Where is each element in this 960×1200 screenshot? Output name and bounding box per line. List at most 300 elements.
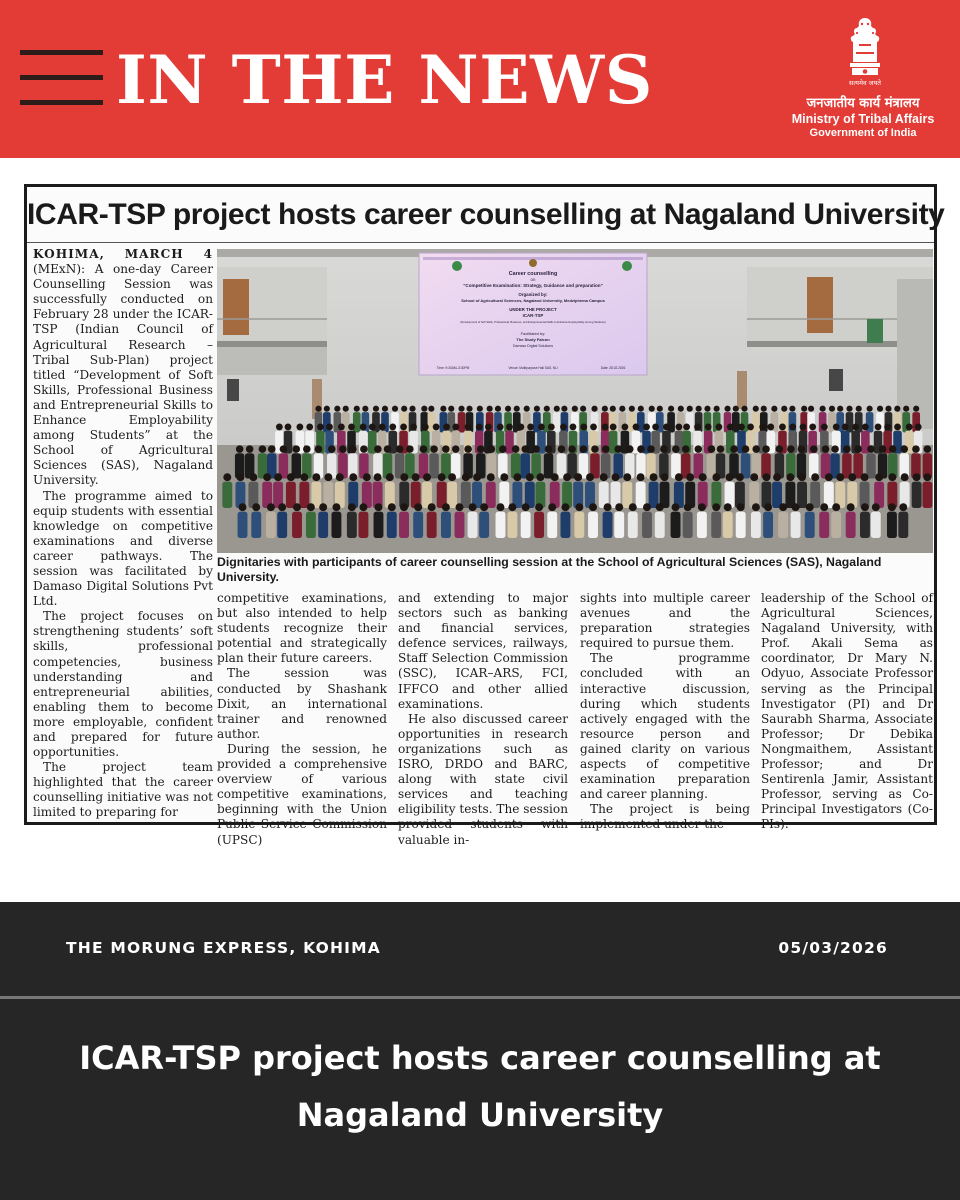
participant-head (912, 445, 920, 453)
participant-head (899, 503, 907, 511)
participant-figure (251, 512, 261, 538)
participant-figure (238, 512, 248, 538)
participant-head (306, 423, 313, 430)
participant-head (752, 503, 760, 511)
source-date: 05/03/2026 (778, 939, 888, 957)
participant-head (708, 445, 716, 453)
participant-figure (560, 512, 570, 538)
participant-head (724, 406, 730, 412)
article-column-2 (217, 591, 387, 847)
participant-head (913, 473, 921, 481)
participant-head (643, 503, 651, 511)
participant-head (575, 503, 583, 511)
participant-figure (458, 412, 466, 432)
participant-figure (413, 512, 423, 538)
participant-head (621, 423, 628, 430)
participant-head (781, 406, 787, 412)
participant-head (526, 473, 534, 481)
participant-head (319, 503, 327, 511)
participant-head (452, 445, 460, 453)
participant-head (420, 445, 428, 453)
participant-head (879, 445, 887, 453)
participant-figure (521, 512, 531, 538)
participant-figure (429, 453, 438, 478)
participant-figure (772, 482, 782, 508)
participant-figure (286, 482, 296, 508)
participant-head (861, 473, 869, 481)
participant-figure (534, 512, 544, 538)
participant-head (438, 473, 446, 481)
participant-figure (752, 412, 760, 432)
participant-head (612, 473, 620, 481)
participant-head (497, 423, 504, 430)
participant-figure (447, 482, 457, 508)
participant-head (363, 473, 371, 481)
participant-head (810, 445, 818, 453)
paragraph: sights into multiple career avenues and the preparation strategies required to pursue them. (580, 591, 750, 651)
participant-head (637, 445, 645, 453)
participant-head (554, 406, 560, 412)
participant-head (724, 503, 732, 511)
participant-head (820, 406, 826, 412)
summary-title: ICAR-TSP project hosts career counselling at Nagaland University (79, 1039, 881, 1134)
participant-head (682, 445, 690, 453)
participant-head (836, 473, 844, 481)
participant-head (396, 445, 404, 453)
participant-head (499, 445, 507, 453)
participant-head (443, 423, 450, 430)
participant-head (274, 473, 282, 481)
participant-head (833, 423, 840, 430)
participant-head (536, 473, 544, 481)
participant-head (829, 406, 835, 412)
participant-head (602, 423, 609, 430)
participant-head (505, 406, 511, 412)
participant-head (513, 473, 521, 481)
participant-figure (636, 482, 646, 508)
participant-head (875, 473, 883, 481)
participant-head (477, 406, 483, 412)
participant-head (741, 406, 747, 412)
dateline: KOHIMA, MARCH 4 (33, 247, 213, 261)
participant-figure (711, 512, 721, 538)
news-clipping (24, 184, 945, 847)
participant-head (867, 406, 873, 412)
participant-head (733, 406, 739, 412)
participant-head (563, 473, 571, 481)
participant-head (663, 423, 670, 430)
participant-head (923, 473, 931, 481)
participant-head (328, 445, 336, 453)
paragraph: He also discussed career opportunities in research organizations such as ISRO, DRDO and BARC, along with state civil services and teaching eligibility tests. The session provided students with valuable in- (398, 711, 568, 847)
participant-figure (697, 512, 707, 538)
participant-figure (723, 512, 733, 538)
government-label: Government of India (809, 127, 917, 139)
participant-head (591, 406, 597, 412)
participant-head (862, 423, 869, 430)
participant-head (401, 406, 407, 412)
participant-head (278, 503, 286, 511)
participant-figure (797, 482, 807, 508)
participant-head (267, 503, 275, 511)
participant-head (678, 406, 684, 412)
participant-head (388, 503, 396, 511)
participant-head (759, 423, 766, 430)
participant-head (548, 503, 556, 511)
participant-head (379, 423, 386, 430)
paragraph: The project team highlighted that the career counselling initiative was not limited to preparing for (33, 760, 213, 820)
participant-figure (683, 512, 693, 538)
paragraph: The project focuses on strengthening students’ soft skills, professional competencies, business understanding and entrepreneurial abilities, enabling them to become more employable, confident and prepared for future opportunities. (33, 609, 213, 760)
participant-head (374, 445, 382, 453)
participant-head (798, 445, 806, 453)
participant-head (668, 406, 674, 412)
participant-head (884, 423, 891, 430)
participant-head (591, 445, 599, 453)
participant-figure (222, 482, 232, 508)
participant-figure (751, 512, 761, 538)
participant-head (276, 423, 283, 430)
banner-facilitated-label: Facilitated by: (520, 331, 546, 336)
participant-head (296, 423, 303, 430)
source-name: THE MORUNG EXPRESS, KOHIMA (66, 939, 381, 957)
participant-figure (831, 512, 841, 538)
participant-head (686, 473, 694, 481)
participant-head (888, 503, 896, 511)
banner-venue: Venue: Multipurpose Hall SAS, NU (508, 366, 558, 370)
participant-head (877, 406, 883, 412)
participant-head (263, 473, 271, 481)
participant-head (338, 423, 345, 430)
participant-head (303, 445, 311, 453)
participant-head (462, 473, 470, 481)
participant-head (602, 406, 608, 412)
banner-project: ICAR-TSP (522, 313, 544, 318)
participant-head (610, 406, 616, 412)
participant-head (610, 423, 617, 430)
participant-head (544, 406, 550, 412)
participant-head (822, 445, 830, 453)
participant-head (847, 503, 855, 511)
participant-head (589, 503, 597, 511)
participant-figure (266, 512, 276, 538)
banner-under-label: UNDER THE PROJECT (509, 307, 557, 312)
participant-head (488, 445, 496, 453)
participant-figure (353, 412, 361, 432)
participant-head (487, 473, 495, 481)
participant-head (629, 406, 635, 412)
participant-head (614, 445, 622, 453)
participant-head (694, 423, 701, 430)
participant-head (500, 473, 508, 481)
participant-head (246, 445, 254, 453)
participant-head (698, 503, 706, 511)
participant-head (348, 503, 356, 511)
participant-head (762, 445, 770, 453)
participant-head (661, 473, 669, 481)
paragraph: competitive examinations, but also intended to help students recognize their potential and strategically plan their future careers. (217, 591, 387, 666)
participant-head (469, 503, 477, 511)
participant-head (906, 423, 913, 430)
banner-organizer: School of Agricultural Sciences, Nagaland University, Medziphema Campus (461, 298, 605, 303)
participant-head (560, 423, 567, 430)
participant-head (761, 406, 767, 412)
participant-head (349, 473, 357, 481)
participant-head (875, 423, 882, 430)
participant-head (736, 473, 744, 481)
participant-head (825, 473, 833, 481)
participant-head (809, 423, 816, 430)
participant-head (568, 445, 576, 453)
participant-head (428, 503, 436, 511)
participant-head (684, 503, 692, 511)
banner-topic: "Competitive Examination: Strategy, Guidance and preparation" (463, 283, 603, 288)
participant-figure (922, 482, 932, 508)
participant-head (465, 423, 472, 430)
participant-head (792, 503, 800, 511)
hamburger-menu-icon[interactable] (20, 50, 103, 108)
participant-head (473, 473, 481, 481)
participant-head (856, 406, 862, 412)
participant-head (808, 406, 814, 412)
participant-head (580, 406, 586, 412)
participant-head (428, 406, 434, 412)
participant-figure (614, 512, 624, 538)
participant-head (548, 423, 555, 430)
participant-head (656, 503, 664, 511)
participant-head (590, 423, 597, 430)
participant-head (223, 473, 231, 481)
participant-head (629, 503, 637, 511)
participant-head (532, 445, 540, 453)
participant-head (574, 473, 582, 481)
banner-organized-label: Organized by: (518, 292, 548, 297)
participant-head (580, 423, 587, 430)
participant-head (885, 406, 891, 412)
participant-head (626, 445, 634, 453)
participant-head (458, 406, 464, 412)
participant-figure (866, 453, 875, 478)
participant-head (236, 445, 244, 453)
participant-head (487, 406, 493, 412)
participant-head (696, 406, 702, 412)
participant-head (259, 445, 267, 453)
participant-head (831, 445, 839, 453)
participant-head (623, 473, 631, 481)
participant-head (375, 503, 383, 511)
participant-head (821, 423, 828, 430)
participant-figure (819, 512, 829, 538)
participant-figure (427, 512, 437, 538)
participant-head (800, 423, 807, 430)
participant-head (672, 445, 680, 453)
participant-head (586, 473, 594, 481)
participant-head (854, 445, 862, 453)
participant-head (506, 423, 513, 430)
participant-head (480, 503, 488, 511)
participant-head (300, 473, 308, 481)
participant-head (738, 423, 745, 430)
participant-head (753, 406, 759, 412)
participant-head (842, 423, 849, 430)
ministry-english: Ministry of Tribal Affairs (791, 112, 935, 126)
banner-date: Date: 28.02.2026 (600, 366, 626, 370)
participant-head (400, 473, 408, 481)
participant-head (268, 445, 276, 453)
paragraph: and extending to major sectors such as banking and financial services, defence services, railways, Staff Selection Commission (SSC), ICAR–ARS, FCI, IFFCO and other allied examinations. (398, 591, 568, 711)
participant-head (861, 503, 869, 511)
participant-head (442, 445, 450, 453)
participant-head (789, 406, 795, 412)
ministry-label (768, 96, 958, 140)
participant-figure (347, 512, 357, 538)
participant-head (572, 406, 578, 412)
participant-head (485, 423, 492, 430)
participant-figure (887, 512, 897, 538)
participant-head (280, 445, 288, 453)
participant-head (324, 406, 330, 412)
banner-project-title: (Development of Soft Skills, Professional, Business, and Entrepreneurial Skills to Enhance Employability among Students) (460, 321, 606, 324)
participant-head (848, 473, 856, 481)
participant-head (652, 423, 659, 430)
participant-head (789, 423, 796, 430)
paragraph: leadership of the School of Agricultural Sciences, Nagaland University, with Prof. Akali Sema as coordinator, Dr Mary N. Odyuo, Associate Professor serving as the Principal Investigator (PI) and Dr Saurabh Sharma, Associate Professor; Dr Debika Nongmaithem, Assistant Professor; and Dr Sentirenla Jamir, Assistant Professor, serving as Co-Principal Investigators (Co-PIs). (761, 591, 933, 832)
participant-figure (292, 512, 302, 538)
participant-head (348, 423, 355, 430)
participant-figure (860, 512, 870, 538)
participant-head (535, 503, 543, 511)
participant-head (514, 406, 520, 412)
participant-head (524, 406, 530, 412)
participant-head (400, 503, 408, 511)
participant-head (440, 406, 446, 412)
participant-head (903, 406, 909, 412)
participant-head (521, 445, 529, 453)
participant-head (852, 423, 859, 430)
participant-figure (277, 512, 287, 538)
participant-figure (306, 512, 316, 538)
participant-head (538, 423, 545, 430)
participant-figure (805, 512, 815, 538)
participant-head (752, 445, 760, 453)
participant-head (448, 473, 456, 481)
participant-head (737, 503, 745, 511)
participant-head (647, 445, 655, 453)
participant-head (714, 406, 720, 412)
participant-head (786, 473, 794, 481)
participant-head (672, 503, 680, 511)
participant-head (287, 473, 295, 481)
participant-head (452, 423, 459, 430)
participant-figure (468, 512, 478, 538)
participant-head (712, 473, 720, 481)
participant-head (249, 473, 257, 481)
participant-head (704, 406, 710, 412)
participant-figure (642, 512, 652, 538)
paragraph: The project is being implemented under the (580, 802, 750, 832)
participant-figure (649, 482, 659, 508)
participant-head (236, 473, 244, 481)
participant-head (705, 423, 712, 430)
participant-head (820, 503, 828, 511)
photo-caption: Dignitaries with participants of career counselling session at the School of Agricultural Sciences (SAS), Nagaland University. (217, 555, 882, 584)
participant-head (771, 406, 777, 412)
participant-head (315, 445, 323, 453)
participant-head (512, 445, 520, 453)
participant-figure (358, 512, 368, 538)
participant-figure (331, 512, 341, 538)
participant-head (464, 445, 472, 453)
participant-head (477, 445, 485, 453)
participant-head (386, 473, 394, 481)
participant-head (570, 423, 577, 430)
participant-head (534, 406, 540, 412)
participant-head (293, 503, 301, 511)
participant-head (638, 406, 644, 412)
participant-head (643, 423, 650, 430)
participant-head (767, 423, 774, 430)
header-banner (0, 0, 960, 158)
participant-head (359, 503, 367, 511)
participant-head (292, 445, 300, 453)
participant-head (384, 445, 392, 453)
participant-head (650, 473, 658, 481)
participant-head (324, 473, 332, 481)
participant-figure (671, 512, 681, 538)
participant-head (433, 423, 440, 430)
participant-figure (898, 512, 908, 538)
participant-head (649, 406, 655, 412)
participant-head (343, 406, 349, 412)
participant-head (354, 406, 360, 412)
participant-head (742, 445, 750, 453)
participant-head (410, 423, 417, 430)
participant-head (326, 423, 333, 430)
participant-head (837, 406, 843, 412)
participant-head (252, 503, 260, 511)
participant-head (727, 423, 734, 430)
participant-head (239, 503, 247, 511)
participant-head (889, 445, 897, 453)
participant-head (400, 423, 407, 430)
participant-head (360, 445, 368, 453)
participant-head (412, 473, 420, 481)
ministry-hindi: जनजातीय कार्य मंत्रालय (806, 96, 920, 111)
participant-figure (387, 512, 397, 538)
participant-head (360, 423, 367, 430)
participant-head (527, 423, 534, 430)
participant-head (307, 503, 315, 511)
participant-head (773, 473, 781, 481)
paragraph: The programme aimed to equip students with essential knowledge on competitive examinations and diverse career pathways. The session was facilitated by Damaso Digital Solutions Pvt Ltd. (33, 488, 213, 609)
participant-figure (553, 412, 561, 432)
participant-head (561, 503, 569, 511)
participant-figure (912, 482, 922, 508)
participant-head (448, 406, 454, 412)
participant-figure (374, 512, 384, 538)
participant-head (806, 503, 814, 511)
participant-head (712, 503, 720, 511)
participant-head (846, 406, 852, 412)
participant-head (602, 445, 610, 453)
participant-head (497, 503, 505, 511)
participant-head (726, 473, 734, 481)
participant-figure (655, 512, 665, 538)
participant-head (374, 473, 382, 481)
participant-figure (507, 512, 517, 538)
participant-head (900, 445, 908, 453)
participant-head (776, 445, 784, 453)
